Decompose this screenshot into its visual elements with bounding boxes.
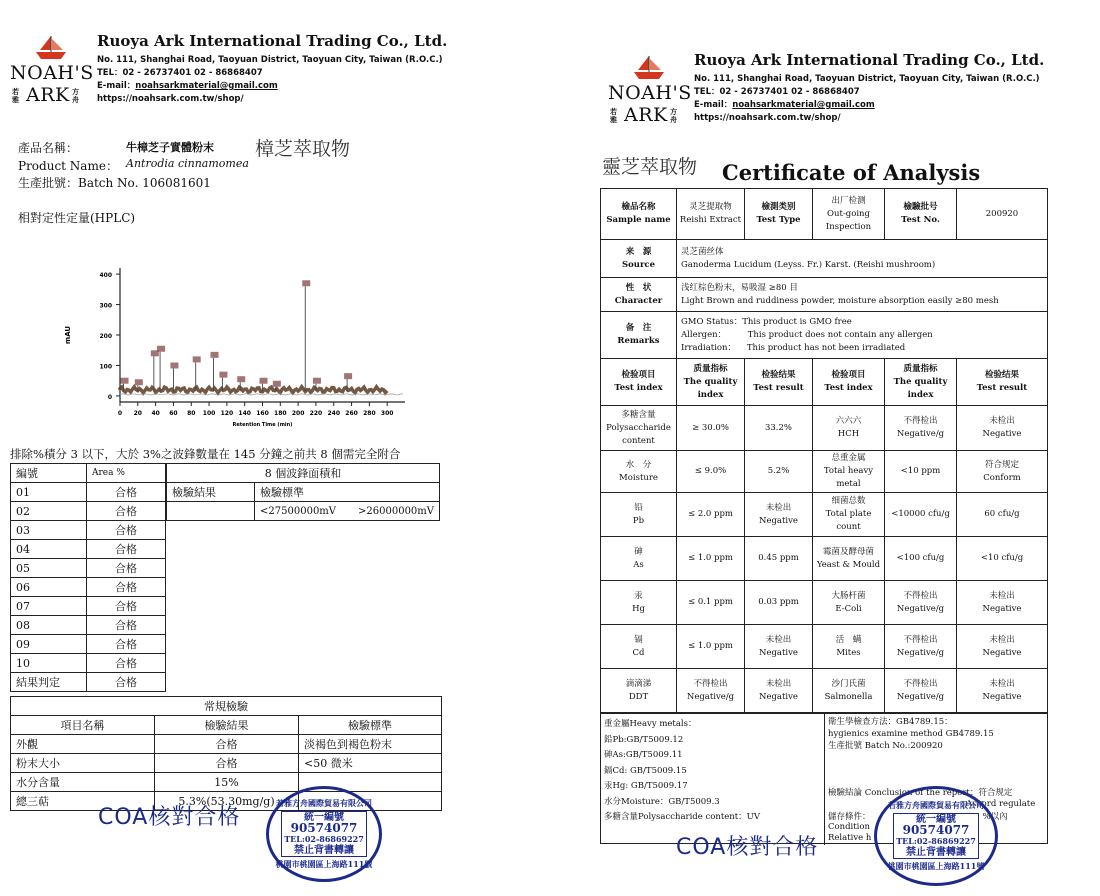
test-result-2: <10 cfu/g [957, 537, 1048, 581]
right-document [550, 0, 1100, 896]
stamp-line-2: 90574077 [290, 821, 358, 835]
product-name-label-zh: 產品名稱： [18, 141, 79, 155]
test-item-2: 大肠杆菌 E-Coli [813, 581, 885, 625]
footer-methods [604, 717, 760, 826]
website-link[interactable]: https://noahsark.com.tw/shop/ [694, 113, 841, 123]
stamp-line-1: 統一編號 [916, 814, 956, 825]
test-result: 5.2% [745, 451, 813, 493]
peak-result: 合格 [87, 559, 166, 578]
peak-label-mark [170, 363, 178, 369]
coa-result-row [601, 669, 1048, 713]
peak-result: 合格 [87, 502, 166, 521]
quality-index: ≤ 9.0% [677, 451, 745, 493]
ship-icon [34, 34, 68, 60]
stamp-line-2: 90574077 [902, 823, 970, 837]
company-seal-left [266, 786, 382, 882]
coa-check-ok-right: COA核對合格 [676, 835, 819, 860]
source-value: 灵芝菌丝体 Ganoderma Lucidum (Leyss. Fr.) Karst. (Reishi mushroom) [677, 240, 1048, 278]
peak-label-mark [237, 376, 245, 382]
address: No. 111, Shanghai Road, Taoyuan District, Taoyuan City, Taiwan (R.O.C.) [694, 74, 1040, 84]
x-tick-label: 100 [202, 410, 216, 417]
peak-result: 合格 [87, 635, 166, 654]
test-result-2: 未检出 Negative [957, 669, 1048, 713]
company-seal-right [874, 786, 998, 886]
routine-item: 水分含量 [11, 773, 155, 792]
product-name-handwritten: 樟芝萃取物 [255, 138, 351, 160]
results-header-row: 检验项目 Test index 质量指标 The quality index 检验结果 Test result 检验项目 Test index 质量指标 The quality index 检验结果 Test result [601, 359, 1048, 406]
routine-header-std: 檢驗標準 [299, 716, 442, 735]
routine-result: 合格 [155, 735, 299, 754]
coa-result-row [601, 581, 1048, 625]
area-values [255, 502, 440, 521]
peak-label-mark [219, 372, 227, 378]
peak-row [11, 635, 166, 654]
peak-no: 08 [11, 616, 87, 635]
peak-header-no: 編號 [11, 464, 87, 483]
routine-item: 粉末大小 [11, 754, 155, 773]
routine-row [11, 735, 442, 754]
character-label: 性 状 Character [601, 278, 677, 312]
test-result-2: 符合规定 Conform [957, 451, 1048, 493]
contact-block [97, 54, 443, 106]
area-value-upper: <27500000mV [260, 505, 337, 517]
peak-label-mark [260, 378, 268, 384]
test-no-value: 200920 [957, 189, 1048, 240]
peak-no: 06 [11, 578, 87, 597]
hygiene-line: 生產批號 Batch No.:200920 [828, 741, 943, 751]
peak-no: 02 [11, 502, 87, 521]
routine-item: 外觀 [11, 735, 155, 754]
remarks-value: GMO Status：This product is GMO free Allergen： This product does not contain any allergen Irradiation： This product has not been irradiated [677, 312, 1048, 359]
source-label: 来 源 Source [601, 240, 677, 278]
peak-result: 合格 [87, 521, 166, 540]
logo-text-bottom: ARK [26, 84, 70, 106]
test-type-label: 檢測类别 Test Type [745, 189, 813, 240]
x-tick-label: 40 [151, 410, 160, 417]
peak-no: 01 [11, 483, 87, 502]
peak-label-mark [302, 280, 310, 286]
quality-index: ≤ 1.0 ppm [677, 625, 745, 669]
area-header-std: 檢驗標準 [255, 483, 440, 502]
quality-index: ≤ 2.0 ppm [677, 493, 745, 537]
peak-no: 07 [11, 597, 87, 616]
peak-label-mark [211, 352, 219, 358]
peak-row [11, 616, 166, 635]
sample-value: 灵芝提取物 Reishi Extract [677, 189, 745, 240]
contact-block-right [694, 73, 1040, 125]
quality-index: ≥ 30.0% [677, 406, 745, 451]
routine-result: 合格 [155, 754, 299, 773]
peak-label-mark [157, 346, 165, 352]
test-result: 0.03 ppm [745, 581, 813, 625]
quality-index-2: 不得检出 Negative/g [885, 669, 957, 713]
peak-label-mark [121, 378, 129, 384]
logo-text-top: NOAH'S [608, 82, 692, 104]
peak-result: 合格 [87, 616, 166, 635]
batch-label: 生產批號：Batch No. [18, 176, 139, 190]
quality-index-2: <10000 cfu/g [885, 493, 957, 537]
quality-index: ≤ 1.0 ppm [677, 537, 745, 581]
hygiene-line: 衛生學檢查方法：GB4789.15： [828, 717, 953, 727]
hplc-label: 相對定性定量(HPLC) [18, 211, 136, 225]
method-line: 重金屬Heavy metals： [604, 719, 697, 729]
test-item-2: 活 螨 Mites [813, 625, 885, 669]
batch-number: 106081601 [142, 176, 211, 190]
product-name-en: Antrodia cinnamomea [126, 157, 249, 170]
x-tick-label: 220 [309, 410, 323, 417]
x-tick-label: 120 [220, 410, 234, 417]
routine-test-table [10, 696, 442, 811]
x-tick-label: 260 [345, 410, 358, 417]
hygiene-line: hygienics examine method GB4789.15 [828, 729, 994, 739]
peak-final-row [11, 673, 166, 692]
product-name-label-en: Product Name： [18, 159, 118, 173]
remarks-label: 备 注 Remarks [601, 312, 677, 359]
peak-row [11, 578, 166, 597]
test-item-2: 霉菌及酵母菌 Yeast & Mould [813, 537, 885, 581]
quality-index: 不得检出 Negative/g [677, 669, 745, 713]
test-result: 未检出 Negative [745, 669, 813, 713]
stamp-line-4: 禁止背書轉讓 [294, 845, 354, 856]
peak-row [11, 559, 166, 578]
area-sum-title: 8 個波鋒面積和 [167, 464, 440, 483]
phone: TEL：02 - 26737401 02 - 86868407 [97, 68, 263, 78]
test-result-2: 60 cfu/g [957, 493, 1048, 537]
peak-final-label: 結果判定 [11, 673, 87, 692]
routine-title: 常規檢驗 [11, 697, 442, 716]
test-item: 水 分 Moisture [601, 451, 677, 493]
email-label: E-mail： [694, 100, 733, 110]
routine-std: 淡褐色到褐色粉末 [299, 735, 442, 754]
routine-row [11, 773, 442, 792]
coa-result-row [601, 625, 1048, 669]
peak-label-mark [193, 356, 201, 362]
x-tick-label: 0 [117, 410, 123, 417]
reference-trace [120, 394, 403, 395]
email-label: E-mail： [97, 81, 136, 91]
method-line: 汞Hg: GB/T5009.17 [604, 781, 688, 791]
logo-chars-right: 方舟 [670, 107, 677, 124]
quality-index-2: <100 cfu/g [885, 537, 957, 581]
test-result-2: 未检出 Negative [957, 406, 1048, 451]
hand-title: 靈芝萃取物 [602, 156, 698, 178]
stamp-ring-top: 若雅方舟國際貿易有限公司 [276, 798, 372, 808]
stamp-line-3: TEL:02-86869227 [896, 836, 976, 846]
stamp-inner [281, 811, 367, 857]
routine-row [11, 754, 442, 773]
peak-no: 05 [11, 559, 87, 578]
x-tick-label: 300 [380, 410, 394, 417]
test-item: 多糖含量 Polysaccharide content [601, 406, 677, 451]
x-tick-label: 160 [256, 410, 269, 417]
coa-results-table [600, 358, 1048, 713]
quality-index-2: 不得检出 Negative/g [885, 406, 957, 451]
test-item-2: 细菌总数 Total plate count [813, 493, 885, 537]
area-sum-table [166, 463, 440, 521]
test-item-2: 沙门氏菌 Salmonella [813, 669, 885, 713]
logo-text-top: NOAH'S [10, 62, 94, 84]
stamp-line-1: 統一編號 [304, 812, 344, 823]
logo-chars-left: 若雅 [610, 107, 617, 124]
noahs-ark-logo [10, 34, 92, 104]
phone: TEL：02 - 26737401 02 - 86868407 [694, 87, 860, 97]
y-axis-label: mAU [64, 325, 72, 345]
x-tick-label: 60 [169, 410, 178, 417]
peak-row [11, 502, 166, 521]
batch-line [18, 174, 211, 191]
peak-final-value: 合格 [87, 673, 166, 692]
peak-result: 合格 [87, 540, 166, 559]
area-header-result: 檢驗結果 [167, 483, 255, 502]
conclusion-en: Accord regulate [966, 799, 1036, 809]
peak-no: 03 [11, 521, 87, 540]
peak-no: 10 [11, 654, 87, 673]
x-tick-label: 280 [363, 410, 376, 417]
y-tick-label: 300 [99, 302, 112, 310]
test-item: 铅 Pb [601, 493, 677, 537]
stamp-ring-bottom: 桃園市桃園區上海路111號 [275, 859, 373, 869]
y-tick-label: 100 [99, 363, 112, 371]
noahs-ark-logo-right [608, 54, 690, 124]
peak-label-mark [344, 373, 352, 379]
y-tick-label: 400 [99, 272, 112, 280]
test-no-label: 檢驗批号 Test No. [885, 189, 957, 240]
peak-result: 合格 [87, 483, 166, 502]
email-line [97, 80, 443, 93]
coa-result-row [601, 493, 1048, 537]
routine-header-item: 項目名稱 [11, 716, 155, 735]
hplc-chromatogram [60, 262, 420, 442]
test-result: 33.2% [745, 406, 813, 451]
method-line: 水分Moisture：GB/T5009.3 [604, 796, 720, 807]
website-link[interactable]: https://noahsark.com.tw/shop/ [97, 94, 244, 104]
test-result-2: 未检出 Negative [957, 625, 1048, 669]
peak-result: 合格 [87, 654, 166, 673]
quality-index-2: 不得检出 Negative/g [885, 581, 957, 625]
email-link[interactable]: noahsarkmaterial@gmail.com [135, 81, 278, 91]
conclusion: 檢驗結論 Conclusion of the report：符合规定 [828, 788, 1013, 798]
peak-result: 合格 [87, 578, 166, 597]
peak-row [11, 597, 166, 616]
test-item: 汞 Hg [601, 581, 677, 625]
test-result: 0.45 ppm [745, 537, 813, 581]
logo-text-bottom: ARK [624, 104, 668, 126]
test-type-value: 出厂检测 Out-going Inspection [813, 189, 885, 240]
test-item: 滴滴涕 DDT [601, 669, 677, 713]
email-link[interactable]: noahsarkmaterial@gmail.com [732, 100, 875, 110]
x-axis-label: Retention Time (min) [232, 422, 293, 428]
y-tick-label: 200 [99, 333, 112, 340]
x-tick-label: 20 [133, 410, 142, 417]
area-empty-cell [167, 502, 255, 521]
routine-result: 15% [155, 773, 299, 792]
method-line: 鎘Cd: GB/T5009.15 [604, 765, 687, 776]
email-line [694, 99, 1040, 112]
peak-header-area: Area % [87, 464, 166, 483]
area-value-lower: >26000000mV [358, 505, 434, 517]
peak-row [11, 483, 166, 502]
character-value: 浅红棕色粉末，易吸湿 ≥80 目 Light Brown and ruddiness powder, moisture absorption easily ≥80 mesh [677, 278, 1048, 312]
coa-check-ok-left: COA核對合格 [98, 805, 241, 830]
coa-result-row [601, 451, 1048, 493]
coa-result-row [601, 537, 1048, 581]
logo-chars-right: 方舟 [72, 87, 79, 104]
quality-index-2: 不得检出 Negative/g [885, 625, 957, 669]
peak-label-mark [135, 379, 143, 385]
x-tick-label: 200 [291, 410, 305, 417]
peak-row [11, 521, 166, 540]
peak-note: 排除%積分 3 以下，大於 3%之波鋒數量在 145 分鐘之前共 8 個需完全附合 [10, 447, 401, 461]
y-tick-label: 0 [107, 393, 112, 401]
test-item: 镉 Cd [601, 625, 677, 669]
stamp-line-3: TEL:02-86869227 [284, 834, 364, 844]
x-tick-label: 80 [187, 410, 196, 417]
test-result: 未检出 Negative [745, 625, 813, 669]
peak-row [11, 654, 166, 673]
test-item: 砷 As [601, 537, 677, 581]
method-line: 多糖含量Polysaccharide content：UV [604, 812, 760, 822]
certificate-title: Certificate of Analysis [722, 160, 981, 185]
peak-no: 09 [11, 635, 87, 654]
routine-item: 總三萜 [11, 792, 155, 811]
x-tick-label: 140 [238, 410, 251, 417]
relative-humidity: Relative h [828, 833, 872, 843]
stamp-ring-top: 若雅方舟國際貿易有限公司 [888, 800, 984, 810]
stamp-line-4: 禁止背書轉讓 [906, 847, 966, 858]
method-line: 砷As:GB/T5009.11 [604, 750, 683, 760]
company-name-right: Ruoya Ark International Trading Co., Ltd. [694, 51, 1045, 69]
coa-result-row [601, 406, 1048, 451]
coa-top-table [600, 188, 1048, 359]
x-tick-label: 240 [327, 410, 341, 417]
routine-std: <50 微米 [299, 754, 442, 773]
product-name-zh: 牛樟芝子實體粉末 [126, 141, 214, 154]
routine-result: 5.3%(53.30mg/g) [155, 792, 299, 811]
routine-header-result: 檢驗結果 [155, 716, 299, 735]
test-item-2: 六六六 HCH [813, 406, 885, 451]
x-tick-label: 180 [274, 410, 287, 417]
footer-hygiene [828, 716, 994, 752]
peak-no: 04 [11, 540, 87, 559]
test-result-2: 未检出 Negative [957, 581, 1048, 625]
stamp-ring-bottom: 桃園市桃園區上海路111號 [887, 861, 985, 871]
quality-index: ≤ 0.1 ppm [677, 581, 745, 625]
storage: 儲存條件： %以內 [828, 812, 1008, 822]
peak-table [10, 463, 166, 692]
condition: Condition [828, 822, 870, 832]
address: No. 111, Shanghai Road, Taoyuan District, Taoyuan City, Taiwan (R.O.C.) [97, 55, 443, 65]
peak-result: 合格 [87, 597, 166, 616]
test-result: 未检出 Negative [745, 493, 813, 537]
company-name: Ruoya Ark International Trading Co., Ltd. [97, 32, 448, 50]
peak-label-mark [273, 381, 281, 387]
ship-icon [632, 54, 666, 80]
method-line: 鉛Pb:GB/T5009.12 [604, 734, 684, 745]
stamp-inner [893, 813, 979, 859]
peak-label-mark [313, 378, 321, 384]
test-item-2: 总重金属 Total heavy metal [813, 451, 885, 493]
quality-index-2: <10 ppm [885, 451, 957, 493]
peak-row [11, 540, 166, 559]
sample-label: 檢品名称 Sample name [601, 189, 677, 240]
logo-chars-left: 若雅 [12, 87, 19, 104]
